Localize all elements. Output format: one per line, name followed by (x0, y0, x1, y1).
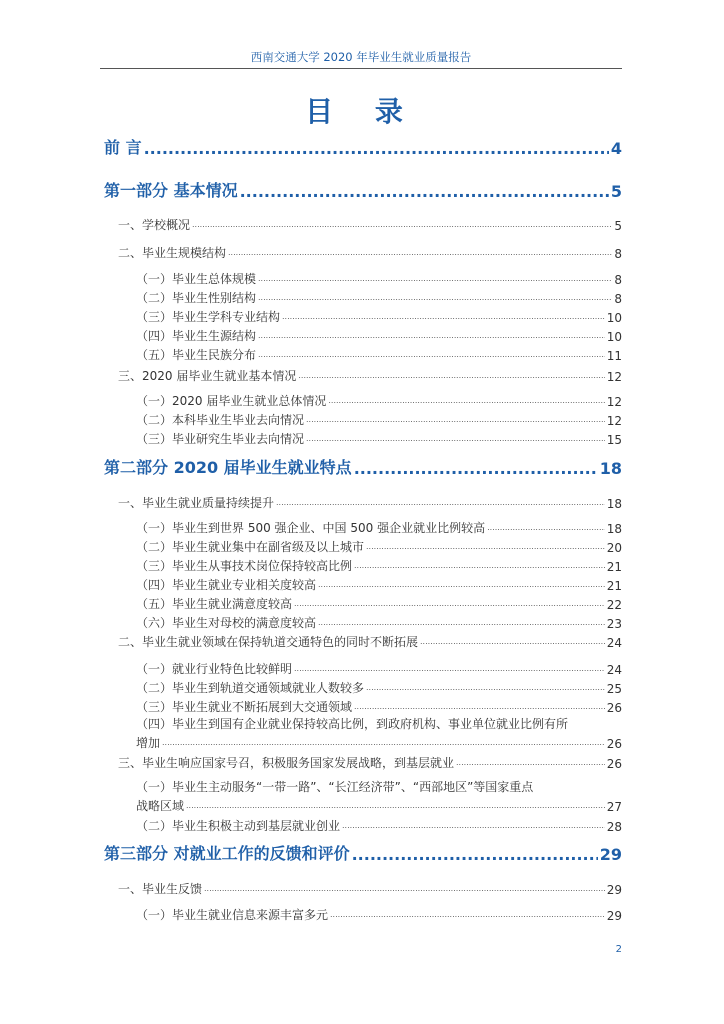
toc-entry-part2[interactable] (104, 456, 622, 478)
toc-entry[interactable] (136, 411, 622, 428)
toc-page: 23 (606, 617, 622, 631)
toc-label: 一、毕业生反馈 (118, 882, 203, 896)
toc-page: 22 (606, 598, 622, 612)
toc-label: 一、毕业生就业质量持续提升 (118, 496, 275, 510)
toc-entry[interactable] (136, 392, 622, 409)
toc-entry[interactable] (136, 906, 622, 923)
running-header: 西南交通大学 2020 年毕业生就业质量报告 (100, 49, 622, 69)
toc-label: 第二部分 2020 届毕业生就业特点 (104, 458, 352, 477)
toc-entry[interactable] (136, 327, 622, 344)
toc-page: 10 (606, 330, 622, 344)
toc-label: 二、毕业生就业领域在保持轨道交通特色的同时不断拓展 (118, 635, 419, 649)
toc-page: 27 (606, 800, 622, 814)
toc-page: 5 (610, 182, 622, 201)
toc-label: （五）毕业生就业满意度较高 (136, 597, 293, 611)
page-number: 2 (615, 944, 622, 955)
toc-label: 第一部分 基本情况 (104, 181, 238, 200)
toc-label: 三、毕业生响应国家号召，积极服务国家发展战略，到基层就业 (118, 756, 455, 770)
toc-page: 15 (606, 433, 622, 447)
toc-page: 5 (614, 219, 622, 233)
toc-page: 26 (606, 757, 622, 771)
toc-entry[interactable] (136, 698, 622, 715)
toc-page: 10 (606, 311, 622, 325)
toc-entry[interactable] (136, 614, 622, 631)
toc-label: （二）毕业生到轨道交通领域就业人数较多 (136, 681, 365, 695)
page-title: 目 录 (305, 95, 419, 128)
toc-entry[interactable] (136, 679, 622, 696)
toc-entry[interactable] (136, 576, 622, 593)
toc-entry[interactable] (118, 880, 622, 897)
toc-page: 24 (606, 636, 622, 650)
toc-label: （三）毕业生就业不断拓展到大交通领域 (136, 700, 353, 714)
toc-entry[interactable] (118, 633, 622, 650)
toc-entry[interactable] (136, 289, 622, 306)
toc-page: 26 (606, 701, 622, 715)
toc-page: 29 (606, 883, 622, 897)
toc-page: 29 (599, 845, 622, 864)
toc-entry[interactable] (136, 797, 622, 814)
toc-page: 4 (610, 139, 622, 158)
toc-label: （四）毕业生就业专业相关度较高 (136, 578, 317, 592)
toc-label: （一）就业行业特色比较鲜明 (136, 662, 293, 676)
toc-page: 21 (606, 560, 622, 574)
toc-label: （五）毕业生民族分布 (136, 348, 257, 362)
toc-label: （一）毕业生到世界 500 强企业、中国 500 强企业就业比例较高 (136, 521, 486, 535)
toc-label: （二）本科毕业生毕业去向情况 (136, 413, 305, 427)
toc-entry[interactable] (136, 346, 622, 363)
toc-label: （二）毕业生性别结构 (136, 291, 257, 305)
toc-label: 二、毕业生规模结构 (118, 246, 227, 260)
toc-entry[interactable] (136, 519, 622, 536)
toc-label: （六）毕业生对母校的满意度较高 (136, 616, 317, 630)
toc-label: 战略区域 (136, 799, 185, 813)
toc-entry[interactable] (118, 244, 622, 261)
toc-label: 一、学校概况 (118, 218, 191, 232)
toc-label: （三）毕业生学科专业结构 (136, 310, 281, 324)
toc-entry[interactable] (136, 557, 622, 574)
toc-entry[interactable] (118, 754, 622, 771)
toc-label: 第三部分 对就业工作的反馈和评价 (104, 844, 350, 863)
toc-label: （一）毕业生就业信息来源丰富多元 (136, 908, 329, 922)
toc-entry[interactable] (136, 308, 622, 325)
toc-page: 8 (614, 273, 622, 287)
toc-label: 增加 (136, 736, 161, 750)
toc-entry[interactable] (118, 216, 622, 233)
toc-page: 12 (606, 395, 622, 409)
toc-entry-part3[interactable] (104, 842, 622, 864)
toc-entry[interactable] (136, 270, 622, 287)
toc-entry[interactable] (118, 494, 622, 511)
toc-page: 28 (606, 820, 622, 834)
toc-page: 8 (614, 247, 622, 261)
toc-label: （三）毕业研究生毕业去向情况 (136, 432, 305, 446)
toc-page: 25 (606, 682, 622, 696)
toc-page: 29 (606, 909, 622, 923)
toc-page: 26 (606, 737, 622, 751)
toc-page: 24 (606, 663, 622, 677)
toc-page: 12 (606, 370, 622, 384)
toc-page: 18 (606, 497, 622, 511)
toc-entry[interactable] (136, 430, 622, 447)
toc-label: 前 言 (104, 138, 142, 157)
toc-entry-part1[interactable] (104, 179, 622, 201)
toc-entry[interactable] (136, 538, 622, 555)
toc-entry[interactable] (136, 734, 622, 751)
toc-label: （一）毕业生总体规模 (136, 272, 257, 286)
toc-label: 三、2020 届毕业生就业基本情况 (118, 369, 297, 383)
toc-page: 8 (614, 292, 622, 306)
toc-page: 20 (606, 541, 622, 555)
toc-entry-wrapped-line[interactable]: （四）毕业生到国有企业就业保持较高比例，到政府机构、事业单位就业比例有所 (136, 717, 569, 731)
toc-entry[interactable] (136, 817, 622, 834)
toc-label: （三）毕业生从事技术岗位保持较高比例 (136, 559, 353, 573)
toc-page: 18 (599, 459, 622, 478)
toc-entry[interactable] (136, 660, 622, 677)
toc-entry-preface[interactable] (104, 136, 622, 158)
toc-entry[interactable] (136, 595, 622, 612)
toc-label: （四）毕业生生源结构 (136, 329, 257, 343)
toc-page: 21 (606, 579, 622, 593)
toc-label: （二）毕业生积极主动到基层就业创业 (136, 819, 341, 833)
toc-page: 11 (606, 349, 622, 363)
toc-label: （一）2020 届毕业生就业总体情况 (136, 394, 327, 408)
toc-label: （二）毕业生就业集中在副省级及以上城市 (136, 540, 365, 554)
toc-page: 12 (606, 414, 622, 428)
toc-entry-wrapped-line[interactable]: （一）毕业生主动服务“一带一路”、“长江经济带”、“西部地区”等国家重点 (136, 780, 534, 794)
toc-entry[interactable] (118, 367, 622, 384)
toc-page: 18 (606, 522, 622, 536)
